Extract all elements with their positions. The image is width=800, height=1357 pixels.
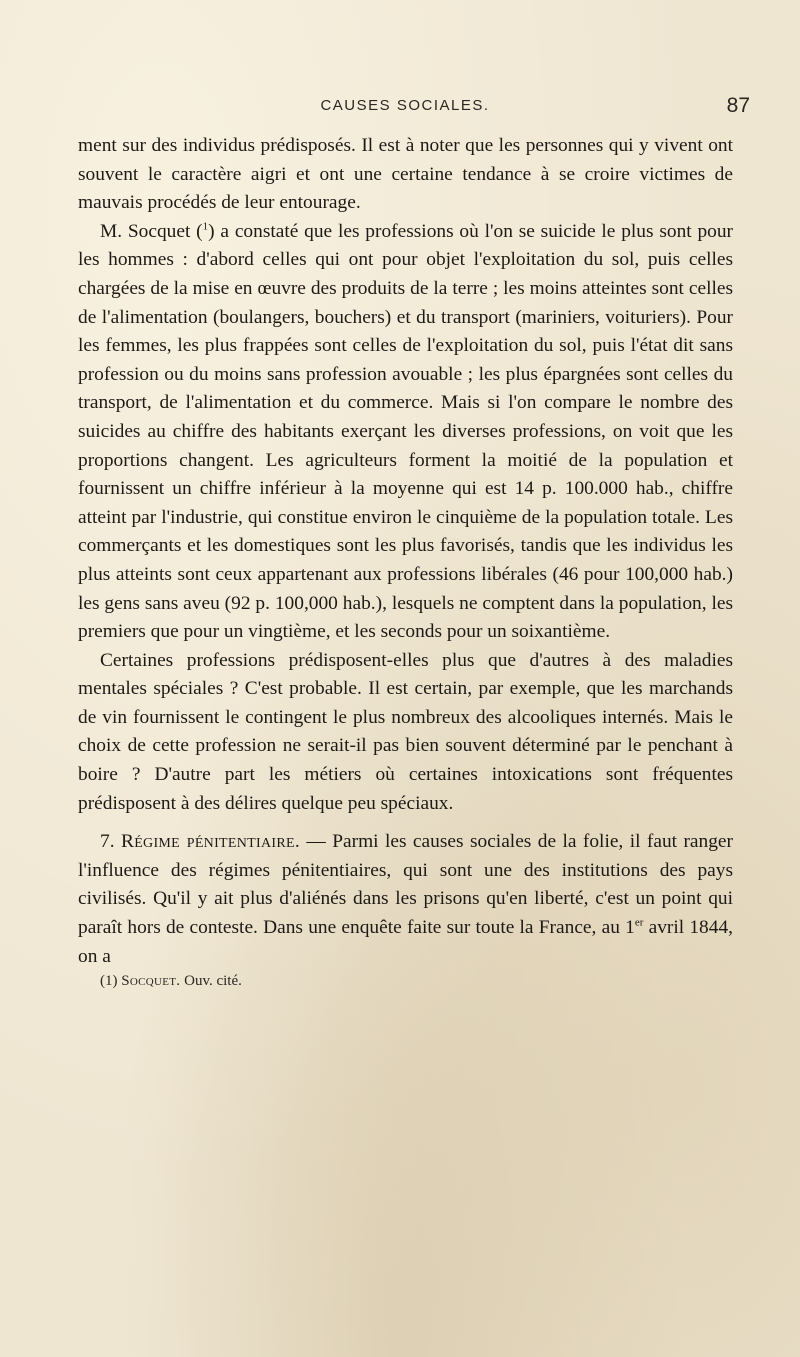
footnote-text: Ouv. cité.	[184, 973, 242, 990]
paragraph-socquet	[78, 218, 733, 647]
section-heading: Régime pénitentiaire.	[120, 831, 300, 853]
page-header	[60, 94, 750, 124]
page-number: 87	[726, 94, 750, 117]
section-number: 7.	[100, 831, 115, 853]
paragraph-socquet-text: ) a constaté que les professions où l'on se suicide le plus sont pour les hommes : d'abord celles qui ont pour objet l'exploitation du sol, puis celles chargées de la mise en œuvre des produits de la terre ; les moins atteintes sont celles de l'alimentation (boulangers, bouchers) et du transport (mariniers, voituriers). Pour les femmes, les plus frappées sont celles de l'exploitation du sol, puis l'état dit sans profession ou du moins sans profession avouable ; les plus épargnées sont celles du transport, de l'alimentation et du commerce. Mais si l'on compare le nombre des suicides au chiffre des habitants exerçant les diverses professions, on voit que les proportions changent. Les agriculteurs forment la moitié de la population et fournissent un chiffre inférieur à la moyenne qui est 14 p. 100.000 hab., chiffre atteint par l'industrie, qui constitue environ le cinquième de la population totale. Les commerçants et les domestiques sont les plus favorisés, tandis que les individus les plus atteints sont ceux appartenant aux professions libérales (46 pour 100,000 hab.) les gens sans aveu (92 p. 100,000 hab.), lesquels ne comptent dans la population, les premiers que pour un vingtième, et les seconds pour un soixantième.	[78, 220, 734, 643]
footnote-reference: 1	[202, 220, 209, 233]
section-penitentiary	[78, 828, 733, 971]
ordinal-superscript: er	[634, 916, 644, 929]
paragraph-socquet-start: M. Socquet (	[100, 220, 203, 242]
section-text: — Parmi les causes sociales de la folie, il faut ranger l'influence des régimes pénitentiaires, qui sont une des institutions des pays civilisés. Qu'il y ait plus d'aliénés dans les prisons qu'en liberté, c'est un point qui paraît hors de conteste. Dans une enquête faite sur toute la France, au 1	[78, 831, 733, 939]
footnote-marker: (1)	[100, 973, 118, 990]
section-text-end: avril 1844, on a	[78, 917, 733, 967]
paragraph-continuation: ment sur des individus prédisposés. Il est à noter que les personnes qui y vivent ont souvent le caractère aigri et ont une certaine tendance à se croire victimes de mauvais procédés de leur entourage.	[78, 135, 733, 214]
body-text	[78, 132, 733, 991]
running-title: CAUSES SOCIALES.	[320, 97, 490, 114]
footnote-author: Socquet.	[121, 973, 181, 990]
footnote	[78, 971, 733, 991]
paragraph-professions: Certaines professions prédisposent-elles plus que d'autres à des maladies mentales spéciales ? C'est probable. Il est certain, par exemple, que les marchands de vin fournissent le contingent le plus nombreux des alcooliques internés. Mais le choix de cette profession ne serait-il pas bien souvent déterminé par le penchant à boire ? D'autre part les métiers où certaines intoxications sont fréquentes prédisposent à des délires quelque peu spéciaux.	[78, 649, 733, 814]
